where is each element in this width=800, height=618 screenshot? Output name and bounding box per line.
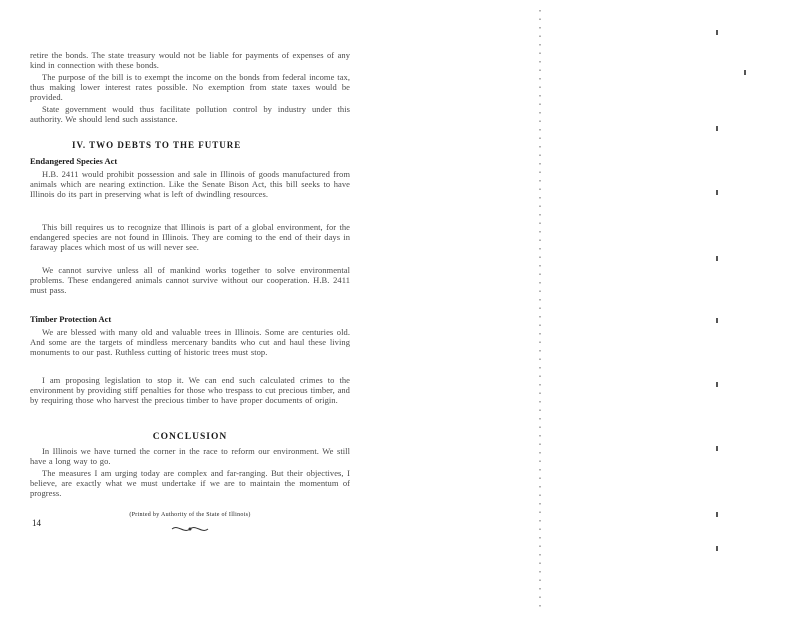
printed-by-note: (Printed by Authority of the State of Illinois): [129, 512, 251, 518]
paragraph-conclusion-1: In Illinois we have turned the corner in the race to reform our environment. We still have a long way to go.: [30, 446, 350, 467]
left-page: [30, 50, 350, 550]
edge-mark: [716, 446, 718, 451]
edge-mark: [716, 512, 718, 517]
edge-mark: [716, 318, 718, 323]
subheading-timber: Timber Protection Act: [30, 314, 112, 324]
edge-mark: [716, 382, 718, 387]
paragraph-endangered-3: We cannot survive unless all of mankind works together to solve environmental problems. These endangered animals cannot survive without our cooperation. H.B. 2411 must pass.: [30, 265, 350, 296]
edge-mark: [716, 546, 718, 551]
edge-mark: [744, 70, 746, 75]
paragraph-continued: retire the bonds. The state treasury would not be liable for payments of expenses of any kind in connection with these bonds.: [30, 50, 350, 71]
paragraph-endangered-1: H.B. 2411 would prohibit possession and sale in Illinois of goods manufactured from animals which are nearing extinction. Like the Senate Bison Act, this bill seeks to have Illinois do its part in preserving what is left of dwindling resources.: [30, 169, 350, 200]
page-spine-divider: [536, 10, 544, 610]
edge-mark: [716, 126, 718, 131]
paragraph-endangered-2: This bill requires us to recognize that Illinois is part of a global environment, for the endangered species are not found in Illinois. They are coming to the end of their days in faraway places which most of us will never see.: [30, 222, 350, 253]
paragraph-state-government: State government would thus facilitate pollution control by industry under this authority. We should lend such assistance.: [30, 104, 350, 125]
paragraph-purpose: The purpose of the bill is to exempt the income on the bonds from federal income tax, thus making lower interest rates possible. No exemption from state taxes would be provided.: [30, 72, 350, 103]
edge-mark: [716, 30, 718, 35]
edge-mark: [716, 256, 718, 261]
section-heading: IV. TWO DEBTS TO THE FUTURE: [72, 140, 242, 150]
edge-mark: [716, 190, 718, 195]
paragraph-timber-1: We are blessed with many old and valuable trees in Illinois. Some are centuries old. And some are the targets of mindless mercenary bandits who cut and haul these living monuments to our past. Ruthless cutting of historic trees must stop.: [30, 327, 350, 358]
paragraph-timber-2: I am proposing legislation to stop it. We can end such calculated crimes to the environment by providing stiff penalties for those who trespass to cut precious timber, and by requiring those who harvest the precious timber to have proper documents of origin.: [30, 375, 350, 406]
page-number: 14: [32, 518, 41, 528]
paragraph-conclusion-2: The measures I am urging today are complex and far-ranging. But their objectives, I believe, are exactly what we must undertake if we are to maintain the momentum of progress.: [30, 468, 350, 499]
subheading-endangered: Endangered Species Act: [30, 156, 118, 166]
right-page-edge-marks: [700, 0, 760, 618]
conclusion-heading: CONCLUSION: [152, 432, 228, 442]
ornament-icon: [170, 524, 210, 534]
